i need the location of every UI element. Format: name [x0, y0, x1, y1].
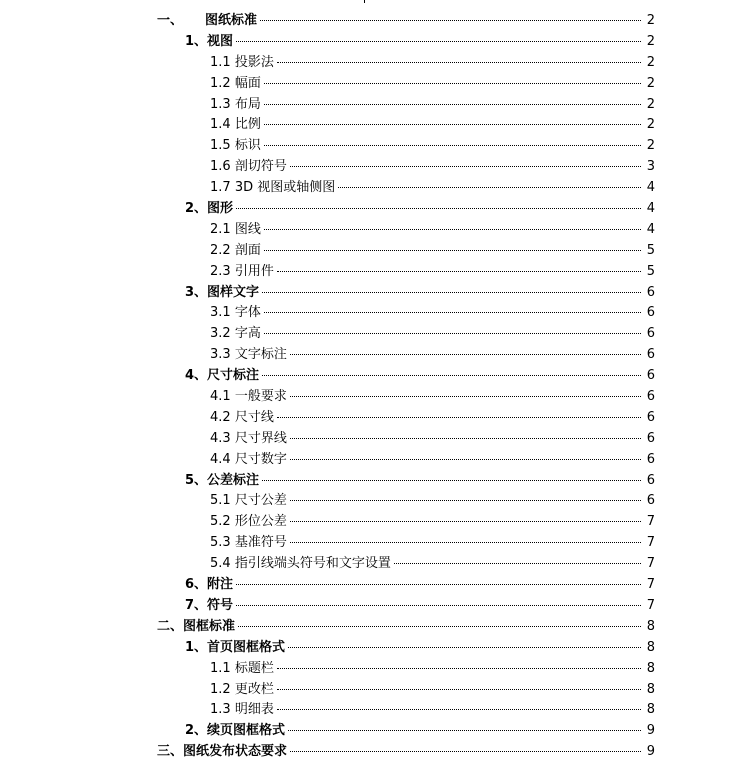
- toc-entry-number: 1、: [185, 33, 208, 49]
- toc-entry-title: [210, 700, 275, 721]
- toc-leader-dots: [264, 124, 641, 125]
- toc-entry-text: 形位公差: [234, 514, 287, 530]
- toc-entry-number: 二、: [157, 618, 184, 634]
- toc-entry[interactable]: [0, 345, 743, 366]
- toc-entry-text: 剖面: [234, 242, 261, 258]
- toc-leader-dots: [277, 271, 641, 272]
- toc-entry-title: [185, 721, 286, 742]
- toc-entry-title: [210, 303, 262, 324]
- toc-entry-text: 图样文字: [207, 284, 260, 300]
- toc-entry-title: [210, 345, 288, 366]
- toc-entry-number: 2.2: [210, 242, 231, 258]
- toc-leader-dots: [260, 20, 641, 21]
- toc-entry-title: [210, 74, 262, 95]
- toc-page-number: 8: [646, 660, 655, 676]
- toc-leader-dots: [236, 605, 641, 606]
- toc-entry-title: [210, 157, 288, 178]
- toc-entry-title: [185, 32, 234, 53]
- toc-leader-dots: [262, 480, 641, 481]
- toc-entry-number: 3.3: [210, 347, 231, 363]
- toc-entry-text: 图框标准: [183, 618, 236, 634]
- toc-page-number: 2: [646, 13, 655, 28]
- toc-page-number: 2: [646, 117, 655, 133]
- toc-leader-dots: [290, 354, 641, 355]
- toc-entry-text: 明细表: [234, 702, 274, 718]
- toc-entry-number: 一、: [157, 13, 184, 28]
- toc-entry-text: 续页图框格式: [207, 723, 286, 739]
- toc-leader-dots: [290, 542, 641, 543]
- toc-entry[interactable]: [0, 533, 743, 554]
- toc-entry-number: 4.2: [210, 409, 231, 425]
- toc-entry[interactable]: [0, 74, 743, 95]
- toc-entry-number: 5、: [185, 472, 208, 488]
- toc-leader-dots: [264, 104, 641, 105]
- toc-leader-dots: [236, 41, 641, 42]
- toc-entry[interactable]: [0, 638, 743, 659]
- toc-entry[interactable]: [0, 387, 743, 408]
- toc-entry-text: 图纸标准: [205, 13, 258, 28]
- toc-entry-number: 1.7: [210, 180, 231, 196]
- toc-entry-number: 1、: [185, 639, 208, 655]
- toc-page-number: 5: [646, 242, 655, 258]
- toc-entry[interactable]: [0, 575, 743, 596]
- toc-entry[interactable]: [0, 408, 743, 429]
- toc-entry-number: 1.2: [210, 75, 231, 91]
- toc-page-number: 6: [646, 430, 655, 446]
- toc-entry-text: 尺寸界线: [234, 430, 287, 446]
- toc-entry-title: [185, 283, 260, 304]
- toc-leader-dots: [290, 166, 641, 167]
- toc-entry-number: 3.1: [210, 305, 231, 321]
- toc-entry[interactable]: [0, 157, 743, 178]
- toc-entry-text: 标识: [234, 138, 261, 154]
- toc-entry-title: [157, 742, 288, 763]
- toc-entry-number: 6、: [185, 577, 208, 593]
- toc-entry[interactable]: [0, 303, 743, 324]
- toc-entry-text: 尺寸数字: [234, 451, 287, 467]
- toc-entry-title: [185, 596, 234, 617]
- toc-page-number: 7: [646, 597, 655, 613]
- toc-leader-dots: [238, 626, 641, 627]
- toc-page-number: 2: [646, 54, 655, 70]
- toc-leader-dots: [290, 521, 641, 522]
- toc-page-number: 4: [646, 221, 655, 237]
- toc-entry[interactable]: [0, 32, 743, 53]
- toc-entry-number: 1.3: [210, 702, 231, 718]
- toc-entry-text: 尺寸线: [234, 409, 274, 425]
- toc-page-number: 6: [646, 409, 655, 425]
- toc-entry[interactable]: [0, 450, 743, 471]
- page-top-mark: [364, 0, 365, 3]
- toc-page-number: 2: [646, 96, 655, 112]
- toc-entry[interactable]: [0, 262, 743, 283]
- toc-entry-title: [185, 575, 234, 596]
- toc-page-number: 9: [646, 744, 655, 760]
- toc-entry-text: 指引线端头符号和文字设置: [234, 556, 391, 572]
- toc-entry-title: [185, 199, 234, 220]
- toc-page-number: 9: [646, 723, 655, 739]
- toc-entry-title: [210, 512, 288, 533]
- toc-entry-title: [185, 638, 286, 659]
- toc-entry-title: [210, 95, 262, 116]
- toc-entry-number: 3、: [185, 284, 208, 300]
- toc-entry[interactable]: [0, 178, 743, 199]
- toc-entry-title: [210, 387, 288, 408]
- toc-entry-text: 公差标注: [207, 472, 260, 488]
- toc-page-number: 6: [646, 472, 655, 488]
- toc-leader-dots: [264, 250, 641, 251]
- toc-entry[interactable]: [0, 742, 743, 763]
- toc-entry-number: 4、: [185, 368, 208, 384]
- toc-page-number: 7: [646, 556, 655, 572]
- toc-entry-title: [210, 136, 262, 157]
- toc-entry-text: 视图: [207, 33, 234, 49]
- toc-leader-dots: [277, 709, 641, 710]
- toc-entry-number: 2、: [185, 723, 208, 739]
- toc-entry[interactable]: [0, 471, 743, 492]
- toc-entry-number: 1.1: [210, 54, 231, 70]
- toc-page-number: 8: [646, 618, 655, 634]
- toc-entry-title: [210, 115, 262, 136]
- toc-entry[interactable]: [0, 241, 743, 262]
- toc-entry-text: 3D 视图或轴侧图: [234, 180, 336, 196]
- toc-leader-dots: [290, 396, 641, 397]
- toc-entry-number: 5.1: [210, 493, 231, 509]
- toc-entry[interactable]: [0, 199, 743, 220]
- toc-entry-number: 1.6: [210, 159, 231, 175]
- toc-entry[interactable]: [0, 53, 743, 74]
- toc-entry-number: 5.4: [210, 556, 231, 572]
- toc-leader-dots: [290, 500, 641, 501]
- toc-page-number: 4: [646, 201, 655, 217]
- toc-entry-number: 4.3: [210, 430, 231, 446]
- toc-entry[interactable]: [0, 366, 743, 387]
- toc-entry-title: [210, 262, 275, 283]
- toc-entry-text: 比例: [234, 117, 261, 133]
- toc-leader-dots: [288, 647, 641, 648]
- toc-leader-dots: [277, 417, 641, 418]
- toc-page-number: 8: [646, 702, 655, 718]
- toc-page-number: 2: [646, 75, 655, 91]
- toc-entry-number: 1.4: [210, 117, 231, 133]
- toc-page-number: 6: [646, 305, 655, 321]
- toc-entry-text: 首页图框格式: [207, 639, 286, 655]
- toc-entry-title: [210, 680, 275, 701]
- toc-entry-text: 幅面: [234, 75, 261, 91]
- toc-leader-dots: [277, 62, 641, 63]
- toc-page-number: 2: [646, 138, 655, 154]
- toc-page-number: 6: [646, 368, 655, 384]
- toc-leader-dots: [262, 375, 641, 376]
- toc-entry-number: 三、: [157, 744, 184, 760]
- toc-entry-text: 一般要求: [234, 389, 287, 405]
- toc-page-number: 5: [646, 263, 655, 279]
- toc-entry-number: 5.3: [210, 535, 231, 551]
- toc-page-number: 8: [646, 681, 655, 697]
- toc-entry-text: 图形: [207, 201, 234, 217]
- toc-entry-title: [185, 366, 260, 387]
- toc-leader-dots: [264, 83, 641, 84]
- toc-entry[interactable]: [0, 659, 743, 680]
- toc-entry-text: 基准符号: [234, 535, 287, 551]
- toc-leader-dots: [236, 208, 641, 209]
- toc-entry-text: 投影法: [234, 54, 274, 70]
- toc-page-number: 3: [646, 159, 655, 175]
- toc-entry-text: 图纸发布状态要求: [183, 744, 288, 760]
- toc-leader-dots: [277, 689, 641, 690]
- toc-leader-dots: [264, 145, 641, 146]
- toc-entry-title: [210, 324, 262, 345]
- toc-entry-text: 附注: [207, 577, 234, 593]
- toc-entry-text: 尺寸标注: [207, 368, 260, 384]
- toc-entry-title: [157, 11, 258, 32]
- toc-leader-dots: [262, 292, 641, 293]
- toc-entry[interactable]: [0, 512, 743, 533]
- toc-entry-text: 图线: [234, 221, 261, 237]
- toc-page-number: 4: [646, 180, 655, 196]
- toc-page-number: 7: [646, 514, 655, 530]
- toc-page-number: 6: [646, 451, 655, 467]
- toc-page-number: 2: [646, 33, 655, 49]
- toc-entry-text: 引用件: [234, 263, 274, 279]
- toc-entry-title: [210, 429, 288, 450]
- toc-entry-number: 4.4: [210, 451, 231, 467]
- toc-entry-title: [210, 408, 275, 429]
- toc-leader-dots: [290, 751, 641, 752]
- toc-entry[interactable]: [0, 283, 743, 304]
- toc-leader-dots: [264, 229, 641, 230]
- toc-entry[interactable]: [0, 324, 743, 345]
- toc-entry-number: 7、: [185, 597, 208, 613]
- toc-entry[interactable]: [0, 11, 743, 32]
- toc-entry-title: [157, 617, 236, 638]
- toc-entry-title: [210, 554, 392, 575]
- toc-entry-text: 更改栏: [234, 681, 274, 697]
- toc-entry[interactable]: [0, 115, 743, 136]
- toc-entry-text: 剖切符号: [234, 159, 287, 175]
- toc-entry[interactable]: [0, 136, 743, 157]
- toc-page-number: 6: [646, 284, 655, 300]
- toc-entry-text: 文字标注: [234, 347, 287, 363]
- toc-leader-dots: [264, 333, 641, 334]
- toc-entry-title: [210, 659, 275, 680]
- toc-entry-title: [185, 471, 260, 492]
- toc-leader-dots: [338, 187, 641, 188]
- toc-entry-number: 5.2: [210, 514, 231, 530]
- toc-entry[interactable]: [0, 220, 743, 241]
- toc-entry[interactable]: [0, 680, 743, 701]
- toc-entry-text: 布局: [234, 96, 261, 112]
- toc-entry[interactable]: [0, 95, 743, 116]
- table-of-contents: [0, 11, 743, 763]
- toc-entry-number: 3.2: [210, 326, 231, 342]
- toc-entry-title: [210, 220, 262, 241]
- toc-entry[interactable]: [0, 700, 743, 721]
- toc-entry[interactable]: [0, 554, 743, 575]
- toc-entry-number: 2.3: [210, 263, 231, 279]
- toc-leader-dots: [288, 730, 641, 731]
- toc-page-number: 6: [646, 326, 655, 342]
- toc-leader-dots: [290, 438, 641, 439]
- toc-page-number: 6: [646, 347, 655, 363]
- toc-entry-number: 2.1: [210, 221, 231, 237]
- toc-entry-number: 1.2: [210, 681, 231, 697]
- toc-entry-text: 字高: [234, 326, 261, 342]
- toc-entry-text: 字体: [234, 305, 261, 321]
- toc-leader-dots: [236, 584, 641, 585]
- toc-leader-dots: [290, 459, 641, 460]
- toc-entry-text: 尺寸公差: [234, 493, 287, 509]
- toc-entry-title: [210, 491, 288, 512]
- toc-entry[interactable]: [0, 721, 743, 742]
- toc-entry-number: 1.3: [210, 96, 231, 112]
- toc-page-number: 6: [646, 493, 655, 509]
- toc-entry[interactable]: [0, 491, 743, 512]
- toc-entry[interactable]: [0, 617, 743, 638]
- toc-entry[interactable]: [0, 596, 743, 617]
- toc-entry-text: 标题栏: [234, 660, 274, 676]
- toc-page-number: 7: [646, 535, 655, 551]
- toc-entry-number: 2、: [185, 201, 208, 217]
- toc-entry-number: 4.1: [210, 389, 231, 405]
- toc-leader-dots: [277, 668, 641, 669]
- toc-entry-text: 符号: [207, 597, 234, 613]
- toc-entry-number: 1.1: [210, 660, 231, 676]
- toc-page-number: 7: [646, 577, 655, 593]
- toc-entry-title: [210, 178, 336, 199]
- toc-entry[interactable]: [0, 429, 743, 450]
- toc-entry-title: [210, 533, 288, 554]
- toc-leader-dots: [264, 312, 641, 313]
- toc-entry-number: 1.5: [210, 138, 231, 154]
- toc-page-number: 6: [646, 389, 655, 405]
- toc-entry-title: [210, 450, 288, 471]
- toc-entry-title: [210, 53, 275, 74]
- toc-leader-dots: [394, 563, 641, 564]
- toc-entry-title: [210, 241, 262, 262]
- toc-page-number: 8: [646, 639, 655, 655]
